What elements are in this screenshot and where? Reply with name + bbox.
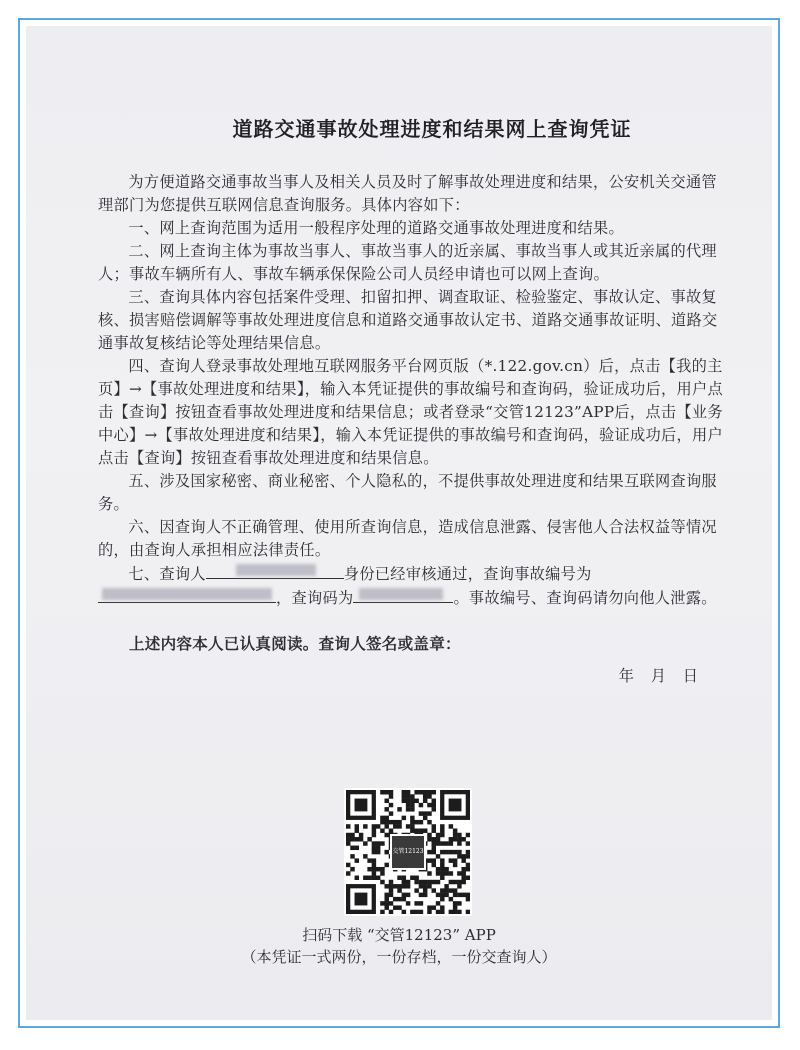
- qr-module: [432, 846, 436, 850]
- qr-module: [444, 841, 448, 845]
- qr-module: [457, 884, 461, 888]
- qr-module: [453, 863, 457, 867]
- qr-module: [380, 901, 384, 905]
- qr-module: [359, 833, 363, 837]
- qr-module: [389, 811, 393, 815]
- qr-module: [453, 858, 457, 862]
- qr-module: [380, 867, 384, 871]
- qr-module: [444, 850, 448, 854]
- qr-module: [355, 828, 359, 832]
- qr-module: [359, 837, 363, 841]
- clause-7-part4: 。事故编号、查询码请勿向他人泄露。: [453, 589, 717, 607]
- qr-module: [384, 893, 388, 897]
- qr-module: [410, 828, 414, 832]
- qr-module: [461, 837, 465, 841]
- qr-module: [440, 893, 444, 897]
- qr-module: [440, 867, 444, 871]
- qr-module: [372, 846, 376, 850]
- qr-module: [427, 790, 431, 794]
- qr-module: [355, 846, 359, 850]
- qr-module: [461, 876, 465, 880]
- qr-module: [410, 799, 414, 803]
- clause-1: 一、网上查询范围为适用一般程序处理的道路交通事故处理进度和结果。: [128, 219, 624, 237]
- qr-module: [461, 893, 465, 897]
- qr-module: [427, 833, 431, 837]
- qr-module: [346, 871, 350, 875]
- qr-module: [457, 854, 461, 858]
- qr-module: [453, 880, 457, 884]
- qr-module: [427, 850, 431, 854]
- qr-module: [414, 799, 418, 803]
- qr-module: [384, 897, 388, 901]
- qr-module: [423, 888, 427, 892]
- qr-module: [427, 820, 431, 824]
- qr-module: [410, 910, 414, 914]
- qr-module: [444, 871, 448, 875]
- qr-module: [427, 871, 431, 875]
- qr-module: [461, 854, 465, 858]
- qr-module: [419, 893, 423, 897]
- qr-module: [466, 850, 470, 854]
- qr-module: [410, 824, 414, 828]
- qr-module: [453, 905, 457, 909]
- qr-module: [461, 858, 465, 862]
- qr-module: [466, 893, 470, 897]
- qr-module: [372, 858, 376, 862]
- qr-module: [389, 880, 393, 884]
- qr-module: [384, 816, 388, 820]
- qr-module: [461, 880, 465, 884]
- certificate-sheet: [26, 26, 772, 1020]
- qr-module: [406, 799, 410, 803]
- qr-module: [414, 820, 418, 824]
- qr-module: [372, 841, 376, 845]
- qr-module: [427, 910, 431, 914]
- qr-module: [384, 833, 388, 837]
- qr-module: [406, 901, 410, 905]
- qr-module: [397, 884, 401, 888]
- qr-module: [402, 816, 406, 820]
- qr-module: [444, 867, 448, 871]
- qr-module: [419, 803, 423, 807]
- qr-module: [440, 841, 444, 845]
- qr-module: [449, 841, 453, 845]
- qr-module: [453, 888, 457, 892]
- qr-module: [350, 837, 354, 841]
- qr-module: [453, 837, 457, 841]
- qr-module: [393, 820, 397, 824]
- qr-module: [414, 901, 418, 905]
- qr-module: [436, 854, 440, 858]
- qr-module: [406, 884, 410, 888]
- qr-finder-pattern: [449, 799, 462, 812]
- qr-module: [350, 854, 354, 858]
- qr-module: [393, 905, 397, 909]
- qr-module: [466, 841, 470, 845]
- qr-module: [350, 867, 354, 871]
- qr-module: [453, 828, 457, 832]
- qr-module: [380, 828, 384, 832]
- qr-module: [449, 910, 453, 914]
- qr-module: [376, 850, 380, 854]
- qr-module: [346, 824, 350, 828]
- qr-center-logo: 交管12123: [390, 834, 426, 870]
- qr-module: [449, 837, 453, 841]
- qr-module: [466, 910, 470, 914]
- qr-module: [376, 846, 380, 850]
- qr-module: [380, 880, 384, 884]
- qr-module: [449, 858, 453, 862]
- clause-7-part2: 身份已经审核通过，查询事故编号为: [343, 565, 592, 583]
- qr-module: [372, 828, 376, 832]
- qr-module: [410, 803, 414, 807]
- qr-module: [389, 790, 393, 794]
- qr-module: [436, 833, 440, 837]
- qr-module: [389, 828, 393, 832]
- qr-module: [389, 893, 393, 897]
- qr-module: [367, 876, 371, 880]
- qr-module: [423, 794, 427, 798]
- qr-module: [432, 888, 436, 892]
- qr-module: [384, 905, 388, 909]
- qr-module: [419, 880, 423, 884]
- qr-module: [436, 880, 440, 884]
- qr-module: [380, 790, 384, 794]
- qr-module: [427, 811, 431, 815]
- qr-module: [419, 884, 423, 888]
- qr-module: [466, 863, 470, 867]
- clause-7: [98, 562, 726, 610]
- qr-module: [367, 867, 371, 871]
- qr-module: [466, 897, 470, 901]
- qr-module: [406, 803, 410, 807]
- qr-module: [346, 837, 350, 841]
- qr-module: [436, 837, 440, 841]
- qr-module: [432, 858, 436, 862]
- qr-module: [397, 876, 401, 880]
- qr-module: [389, 803, 393, 807]
- qr-module: [384, 850, 388, 854]
- qr-module: [432, 863, 436, 867]
- qr-module: [449, 897, 453, 901]
- qr-module: [440, 905, 444, 909]
- qr-module: [384, 824, 388, 828]
- qr-module: [380, 871, 384, 875]
- qr-module: [389, 888, 393, 892]
- qr-module: [423, 799, 427, 803]
- qr-module: [432, 828, 436, 832]
- qr-module: [453, 901, 457, 905]
- qr-module: [457, 841, 461, 845]
- qr-module: [406, 824, 410, 828]
- qr-module: [457, 901, 461, 905]
- qr-module: [355, 858, 359, 862]
- qr-finder-pattern: [355, 893, 368, 906]
- intro-paragraph: 为方便道路交通事故当事人及相关人员及时了解事故处理进度和结果，公安机关交通管理部门为您提供互联网信息查询服务。具体内容如下：: [98, 173, 717, 214]
- qr-module: [436, 910, 440, 914]
- copies-note: （本凭证一式两份，一份存档，一份交查询人）: [241, 948, 557, 966]
- qr-module: [427, 880, 431, 884]
- qr-module: [457, 837, 461, 841]
- clause-6: 六、因查询人不正确管理、使用所查询信息，造成信息泄露、侵害他人合法权益等情况的，由查询人承担相应法律责任。: [98, 518, 717, 559]
- qr-module: [419, 820, 423, 824]
- qr-module: [376, 876, 380, 880]
- qr-module: [440, 850, 444, 854]
- qr-module: [402, 876, 406, 880]
- qr-module: [436, 901, 440, 905]
- qr-module: [372, 871, 376, 875]
- clause-7-prefix: 七、查询人: [128, 565, 206, 583]
- qr-module: [436, 871, 440, 875]
- qr-module: [423, 893, 427, 897]
- qr-module: [389, 820, 393, 824]
- qr-module: [384, 884, 388, 888]
- qr-module: [432, 803, 436, 807]
- qr-module: [406, 880, 410, 884]
- qr-module: [393, 824, 397, 828]
- qr-module: [414, 828, 418, 832]
- qr-module: [432, 824, 436, 828]
- qr-module: [440, 897, 444, 901]
- qr-module: [410, 807, 414, 811]
- qr-module: [393, 897, 397, 901]
- qr-module: [389, 901, 393, 905]
- qr-module: [384, 901, 388, 905]
- qr-module: [380, 816, 384, 820]
- qr-module: [457, 871, 461, 875]
- qr-module: [427, 884, 431, 888]
- qr-module: [376, 867, 380, 871]
- qr-module: [461, 867, 465, 871]
- qr-module: [397, 807, 401, 811]
- qr-module: [466, 876, 470, 880]
- qr-module: [380, 820, 384, 824]
- qr-module: [402, 884, 406, 888]
- qr-module: [384, 790, 388, 794]
- qr-module: [444, 884, 448, 888]
- qr-module: [440, 876, 444, 880]
- qr-module: [432, 807, 436, 811]
- qr-module: [367, 837, 371, 841]
- qr-module: [414, 880, 418, 884]
- qr-module: [432, 880, 436, 884]
- qr-module: [419, 901, 423, 905]
- qr-module: [419, 790, 423, 794]
- qr-module: [444, 893, 448, 897]
- clause-7-part3: ，查询码为: [276, 589, 354, 607]
- qr-module: [436, 893, 440, 897]
- qr-module: [384, 799, 388, 803]
- qr-module: [397, 905, 401, 909]
- qr-finder-pattern: [355, 799, 368, 812]
- qr-module: [457, 910, 461, 914]
- qr-module: [376, 841, 380, 845]
- qr-module: [363, 824, 367, 828]
- qr-module: [372, 833, 376, 837]
- qr-module: [457, 893, 461, 897]
- qr-module: [432, 799, 436, 803]
- qr-module: [372, 863, 376, 867]
- qr-module: [427, 905, 431, 909]
- qr-module: [346, 833, 350, 837]
- qr-module: [440, 828, 444, 832]
- qr-module: [423, 790, 427, 794]
- qr-module: [423, 816, 427, 820]
- qr-module: [393, 884, 397, 888]
- qr-module: [402, 790, 406, 794]
- qr-module: [372, 824, 376, 828]
- qr-module: [449, 871, 453, 875]
- qr-module: [419, 811, 423, 815]
- qr-module: [466, 854, 470, 858]
- document-body: [98, 118, 726, 688]
- qr-module: [427, 837, 431, 841]
- inquirer-name-redacted: [206, 562, 344, 579]
- query-code-redacted: [353, 586, 453, 603]
- qr-module: [440, 824, 444, 828]
- qr-module: [453, 850, 457, 854]
- qr-module: [440, 888, 444, 892]
- qr-module: [423, 828, 427, 832]
- qr-module: [397, 824, 401, 828]
- qr-module: [346, 863, 350, 867]
- qr-module: [355, 824, 359, 828]
- qr-module: [363, 854, 367, 858]
- qr-module: [453, 833, 457, 837]
- qr-module: [355, 837, 359, 841]
- qr-module: [432, 837, 436, 841]
- qr-module: [397, 888, 401, 892]
- qr-module: [432, 850, 436, 854]
- qr-module: [427, 858, 431, 862]
- qr-module: [410, 816, 414, 820]
- qr-module: [444, 888, 448, 892]
- qr-module: [380, 841, 384, 845]
- qr-module: [363, 876, 367, 880]
- qr-module: [406, 807, 410, 811]
- qr-module: [372, 876, 376, 880]
- qr-module: [410, 876, 414, 880]
- qr-module: [453, 910, 457, 914]
- qr-module: [414, 790, 418, 794]
- qr-module: [402, 910, 406, 914]
- qr-module: [355, 876, 359, 880]
- qr-module: [432, 905, 436, 909]
- qr-module: [427, 794, 431, 798]
- signature-statement: 上述内容本人已认真阅读。查询人签名或盖章：: [129, 634, 461, 653]
- qr-module: [397, 897, 401, 901]
- clause-5: 五、涉及国家秘密、商业秘密、个人隐私的，不提供事故处理进度和结果互联网查询服务。: [98, 472, 717, 513]
- qr-module: [432, 790, 436, 794]
- qr-module: [449, 888, 453, 892]
- qr-module: [440, 871, 444, 875]
- qr-module: [440, 858, 444, 862]
- qr-module: [350, 846, 354, 850]
- qr-module: [397, 820, 401, 824]
- qr-module: [402, 893, 406, 897]
- qr-module: [440, 910, 444, 914]
- qr-module: [436, 867, 440, 871]
- qr-module: [410, 794, 414, 798]
- qr-module: [457, 850, 461, 854]
- qr-module: [419, 828, 423, 832]
- qr-module: [406, 893, 410, 897]
- qr-module: [402, 880, 406, 884]
- qr-module: [402, 794, 406, 798]
- qr-module: [346, 841, 350, 845]
- qr-module: [461, 871, 465, 875]
- clause-4: 四、查询人登录事故处理地互联网服务平台网页版（*.122.gov.cn）后，点击【我的主页】→【事故处理进度和结果】，输入本凭证提供的事故编号和查询码，验证成功后，用户点击【查询】按钮查看事故处理进度和结果信息；或者登录“交管12123”APP后，点击【业务中心】→【事故处理进度和结果】，输入本凭证提供的事故编号和查询码，验证成功后，用户点击【查询】按钮查看事故处理进度和结果信息。: [98, 357, 723, 467]
- qr-module: [449, 824, 453, 828]
- qr-module: [423, 811, 427, 815]
- qr-module: [367, 858, 371, 862]
- qr-module: [402, 897, 406, 901]
- qr-code: [344, 788, 472, 916]
- qr-module: [466, 867, 470, 871]
- qr-module: [376, 824, 380, 828]
- qr-module: [414, 876, 418, 880]
- document-title: 道路交通事故处理进度和结果网上查询凭证: [232, 117, 632, 141]
- qr-module: [410, 820, 414, 824]
- qr-caption: 扫码下载 “交管12123” APP: [302, 926, 496, 944]
- qr-module: [449, 880, 453, 884]
- qr-module: [389, 884, 393, 888]
- qr-module: [440, 833, 444, 837]
- qr-module: [419, 910, 423, 914]
- qr-module: [402, 799, 406, 803]
- qr-module: [449, 850, 453, 854]
- clause-2: 二、网上查询主体为事故当事人、事故当事人的近亲属、事故当事人或其近亲属的代理人；事故车辆所有人、事故车辆承保保险公司人员经申请也可以网上查询。: [98, 242, 717, 283]
- qr-module: [423, 880, 427, 884]
- qr-module: [389, 794, 393, 798]
- qr-module: [457, 833, 461, 837]
- qr-module: [414, 888, 418, 892]
- qr-module: [466, 833, 470, 837]
- qr-module: [432, 841, 436, 845]
- qr-module: [457, 880, 461, 884]
- qr-module: [436, 841, 440, 845]
- date-line: 年 月 日: [618, 667, 704, 685]
- qr-module: [384, 863, 388, 867]
- qr-module: [389, 910, 393, 914]
- qr-module: [440, 863, 444, 867]
- qr-module: [380, 910, 384, 914]
- qr-module: [427, 803, 431, 807]
- qr-module: [372, 850, 376, 854]
- qr-module: [414, 910, 418, 914]
- qr-module: [406, 790, 410, 794]
- qr-module: [406, 794, 410, 798]
- accident-number-redacted: [98, 586, 276, 603]
- qr-module: [384, 820, 388, 824]
- qr-module: [423, 884, 427, 888]
- clause-3: 三、查询具体内容包括案件受理、扣留扣押、调查取证、检验鉴定、事故认定、事故复核、损害赔偿调解等事故处理进度信息和道路交通事故认定书、道路交通事故证明、道路交通事故复核结论等处理结果信息。: [98, 288, 718, 352]
- qr-module: [363, 841, 367, 845]
- qr-module: [384, 807, 388, 811]
- qr-module: [372, 867, 376, 871]
- qr-module: [453, 893, 457, 897]
- qr-module: [350, 833, 354, 837]
